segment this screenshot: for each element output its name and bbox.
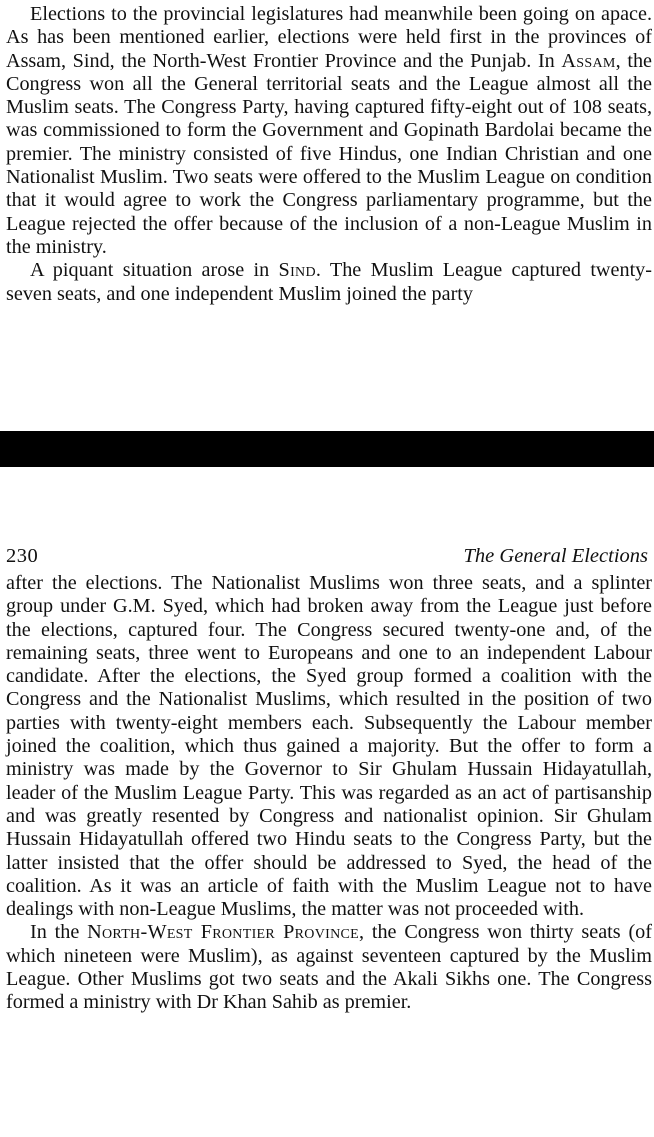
text-span: , the Congress won thirty seats (of which nineteen were Muslim), as against seventeen captured by the Muslim League. Other Muslims got two seats and the Akali Sikhs one. The Congress formed a ministry with Dr Khan Sahib as premier. — [6, 921, 652, 1014]
text-span: . The Muslim League captured twenty-seven seats, and one independent Muslim joined the party — [6, 259, 652, 305]
province-name-sind: Sind — [278, 259, 316, 282]
province-name-assam: Assam — [561, 49, 616, 72]
paragraph-sind-start — [6, 259, 652, 306]
text-span: Elections to the provincial legislatures had meanwhile been going on apace. As has been mentioned earlier, elections were held first in the provinces of Assam, Sind, the North-West Frontier Province and the Punjab. In — [6, 3, 652, 72]
province-name-nwfp: North-West Frontier Province — [87, 921, 359, 944]
upper-page — [0, 0, 654, 430]
text-span: after the elections. The Nationalist Muslims won three seats, and a splinter group under G.M. Syed, which had broken away from the League just before the elections, captured four. The Congress secured twenty-one and, of the remaining seats, three went to Europeans and one to an independent Labour candidate. After the elections, the Syed group formed a coalition with the Congress and the Nationalist Muslims, which resulted in the position of two parties with twenty-eight members each. Subsequently the Labour member joined the coalition, which thus gained a majority. But the offer to form a ministry was made by the Governor to Sir Ghulam Hussain Hidayatullah, leader of the Muslim League Party. This was regarded as an act of partisanship and was greatly resented by Congress and nationalist opinion. Sir Ghulam Hussain Hidayatullah offered two Hindu seats to the Congress Party, but the latter insisted that the offer should be addressed to Syed, the head of the coalition. As it was an article of faith with the Muslim League not to have dealings with non-League Muslims, the matter was not proceeded with. — [6, 572, 652, 921]
lower-page-text — [6, 572, 652, 1015]
paragraph-nwfp — [6, 921, 652, 1014]
chapter-title: The General Elections — [463, 545, 648, 567]
upper-page-text — [6, 3, 652, 306]
paragraph-assam — [6, 3, 652, 259]
running-head — [6, 543, 648, 569]
paragraph-sind-continued — [6, 572, 652, 921]
text-span: , the Congress won all the General territorial seats and the League almost all the Muslim seats. The Congress Party, having captured fifty-eight out of 108 seats, was commissioned to form the Government and Gopinath Bardolai became the premier. The ministry consisted of five Hindus, one Indian Christian and one Nationalist Muslim. Two seats were offered to the Muslim League on condition that it would agree to work the Congress parliamentary programme, but the League rejected the offer because of the inclusion of a non-League Muslim in the ministry. — [6, 49, 652, 258]
page-divider-bar — [0, 431, 654, 467]
page-number: 230 — [6, 545, 39, 567]
text-span: A piquant situation arose in — [30, 259, 279, 282]
text-span: In the — [30, 921, 88, 944]
